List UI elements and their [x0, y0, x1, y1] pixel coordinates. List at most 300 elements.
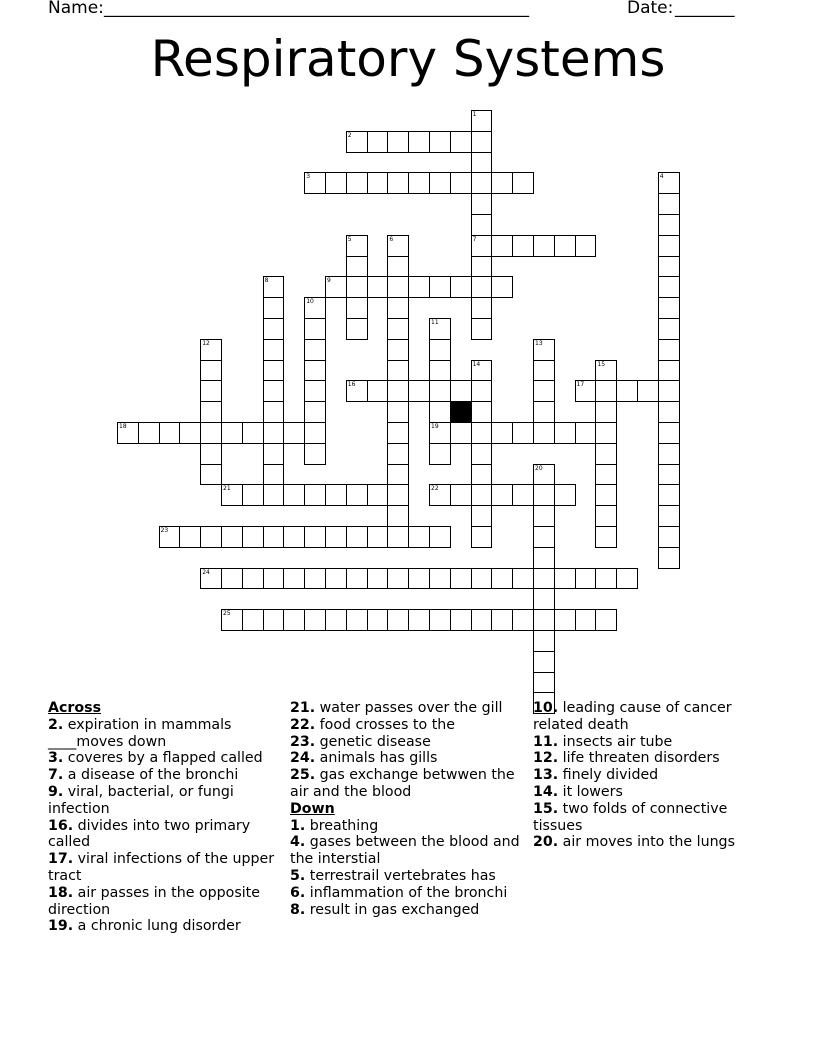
- clue-item-text: expiration in mammals ____moves down: [48, 716, 232, 750]
- crossword-cell[interactable]: [263, 526, 285, 548]
- crossword-cell[interactable]: [595, 609, 617, 631]
- crossword-cell[interactable]: [554, 235, 576, 257]
- crossword-cell[interactable]: [263, 609, 285, 631]
- crossword-cell[interactable]: [263, 360, 285, 382]
- crossword-cell[interactable]: [387, 505, 409, 527]
- crossword-cell[interactable]: [429, 172, 451, 194]
- crossword-cell[interactable]: [533, 235, 555, 257]
- crossword-cell[interactable]: [471, 526, 493, 548]
- crossword-cell[interactable]: [242, 484, 264, 506]
- clue-item-number: 22.: [290, 716, 316, 733]
- crossword-cell[interactable]: [471, 214, 493, 236]
- crossword-cell[interactable]: [533, 380, 555, 402]
- crossword-cell[interactable]: [346, 297, 368, 319]
- clue-number: 11: [431, 319, 439, 326]
- crossword-cell[interactable]: [429, 131, 451, 153]
- clue-item-number: 23.: [290, 733, 316, 750]
- crossword-cell[interactable]: [408, 380, 430, 402]
- crossword-cell[interactable]: [471, 276, 493, 298]
- crossword-cell[interactable]: [429, 401, 451, 423]
- clue-number: 15: [597, 360, 606, 368]
- crossword-cell[interactable]: [387, 131, 409, 153]
- clue-item-text: genetic disease: [315, 733, 431, 750]
- across-clue-list-continued: [290, 700, 525, 801]
- clue-item: [290, 818, 525, 835]
- crossword-cell[interactable]: [263, 568, 285, 590]
- clue-item-text: animals has gills: [315, 750, 438, 767]
- crossword-cell[interactable]: [387, 318, 409, 340]
- crossword-cell[interactable]: [200, 422, 222, 444]
- crossword-cell[interactable]: [179, 526, 201, 548]
- crossword-cell[interactable]: [450, 422, 472, 444]
- crossword-cell[interactable]: [221, 484, 243, 506]
- crossword-cell[interactable]: [242, 526, 264, 548]
- crossword-cell[interactable]: [387, 464, 409, 486]
- crossword-cell[interactable]: [658, 401, 680, 423]
- clue-number: 25: [223, 610, 231, 618]
- crossword-cell[interactable]: [325, 172, 347, 194]
- clue-item-text: a disease of the bronchi: [63, 767, 239, 784]
- crossword-cell[interactable]: [450, 568, 472, 590]
- clue-item-text: food crosses to the: [315, 716, 455, 733]
- crossword-cell[interactable]: [263, 297, 285, 319]
- crossword-cell[interactable]: [304, 568, 326, 590]
- crossword-cell[interactable]: [533, 547, 555, 569]
- crossword-cell[interactable]: [200, 401, 222, 423]
- crossword-cell[interactable]: [159, 422, 181, 444]
- crossword-cell[interactable]: [658, 484, 680, 506]
- crossword-cell[interactable]: [283, 568, 305, 590]
- clue-item: [533, 750, 773, 767]
- clue-item: [290, 885, 525, 902]
- crossword-cell[interactable]: [159, 526, 181, 548]
- clue-item-number: 21.: [290, 700, 316, 716]
- crossword-cell[interactable]: [471, 609, 493, 631]
- crossword-cell[interactable]: [471, 235, 493, 257]
- crossword-cell[interactable]: [616, 380, 638, 402]
- crossword-cell[interactable]: [595, 505, 617, 527]
- crossword-cell[interactable]: [408, 131, 430, 153]
- crossword-cell[interactable]: [658, 214, 680, 236]
- crossword-cell[interactable]: [658, 464, 680, 486]
- crossword-cell[interactable]: [200, 526, 222, 548]
- crossword-cell[interactable]: [263, 464, 285, 486]
- clue-number: 13: [535, 339, 543, 347]
- crossword-cell[interactable]: [387, 172, 409, 194]
- crossword-cell[interactable]: [658, 547, 680, 569]
- crossword-cell[interactable]: [346, 276, 368, 298]
- clue-item-number: 6.: [290, 884, 306, 901]
- crossword-cell[interactable]: [367, 131, 389, 153]
- crossword-cell[interactable]: [200, 360, 222, 382]
- clue-item-text: insects air tube: [558, 733, 673, 750]
- clue-number: 19: [431, 423, 439, 430]
- clue-item: [290, 767, 525, 801]
- crossword-cell[interactable]: [325, 568, 347, 590]
- clue-item-number: 17.: [48, 851, 74, 868]
- crossword-cell[interactable]: [450, 131, 472, 153]
- crossword-cell[interactable]: [429, 380, 451, 402]
- crossword-cell[interactable]: [221, 568, 243, 590]
- crossword-cell[interactable]: [346, 568, 368, 590]
- crossword-cell[interactable]: [491, 422, 513, 444]
- clue-item-text: finely divided: [558, 767, 659, 784]
- crossword-cell[interactable]: [429, 484, 451, 506]
- crossword-cell[interactable]: [263, 339, 285, 361]
- crossword-cell[interactable]: [471, 360, 493, 382]
- crossword-cell[interactable]: [595, 443, 617, 465]
- clue-item-number: 20.: [533, 834, 559, 851]
- crossword-cell[interactable]: [471, 297, 493, 319]
- crossword-cell[interactable]: [304, 401, 326, 423]
- crossword-cell[interactable]: [491, 276, 513, 298]
- crossword-cell[interactable]: [367, 172, 389, 194]
- clue-column-2: [290, 700, 525, 918]
- clue-item-number: 9.: [48, 783, 64, 800]
- crossword-cell[interactable]: [429, 526, 451, 548]
- crossword-cell[interactable]: [533, 630, 555, 652]
- crossword-cell[interactable]: [346, 318, 368, 340]
- crossword-cell[interactable]: [450, 172, 472, 194]
- name-line[interactable]: __________________________________________________: [104, 0, 529, 18]
- crossword-cell[interactable]: [304, 318, 326, 340]
- crossword-cell[interactable]: [387, 568, 409, 590]
- crossword-cell[interactable]: [367, 526, 389, 548]
- crossword-cell[interactable]: [471, 443, 493, 465]
- crossword-cell[interactable]: [408, 568, 430, 590]
- crossword-cell[interactable]: [471, 568, 493, 590]
- clue-item-number: 3.: [48, 750, 64, 767]
- crossword-cell[interactable]: [471, 172, 493, 194]
- clue-number: 6: [389, 235, 394, 243]
- clue-item-number: 18.: [48, 884, 74, 901]
- crossword-cell[interactable]: [471, 401, 493, 423]
- crossword-cell[interactable]: [595, 526, 617, 548]
- crossword-cell[interactable]: [263, 380, 285, 402]
- crossword-cell[interactable]: [471, 422, 493, 444]
- crossword-cell[interactable]: [533, 339, 555, 361]
- crossword-cell[interactable]: [429, 443, 451, 465]
- crossword-cell[interactable]: [263, 422, 285, 444]
- crossword-cell[interactable]: [346, 256, 368, 278]
- crossword-cell[interactable]: [387, 401, 409, 423]
- crossword-cell[interactable]: [283, 609, 305, 631]
- crossword-cell[interactable]: [595, 568, 617, 590]
- clue-item-number: 19.: [48, 918, 74, 935]
- crossword-cell[interactable]: [242, 609, 264, 631]
- clue-number: 24: [202, 568, 210, 576]
- clue-item-text: coveres by a flapped called: [63, 750, 263, 767]
- crossword-cell[interactable]: [346, 380, 368, 402]
- crossword-cell[interactable]: [471, 380, 493, 402]
- crossword-cell[interactable]: [429, 318, 451, 340]
- crossword-cell[interactable]: [533, 464, 555, 486]
- crossword-cell[interactable]: [304, 360, 326, 382]
- crossword-cell[interactable]: [595, 422, 617, 444]
- crossword-cell[interactable]: [325, 609, 347, 631]
- clue-item: [48, 717, 280, 751]
- crossword-cell[interactable]: [637, 380, 659, 402]
- crossword-cell[interactable]: [658, 318, 680, 340]
- clue-number: 2: [347, 131, 352, 139]
- crossword-cell[interactable]: [387, 422, 409, 444]
- date-label: Date:: [627, 0, 674, 18]
- crossword-cell[interactable]: [595, 401, 617, 423]
- clue-item-text: gas exchange betwwen the air and the blood: [290, 767, 515, 800]
- crossword-cell[interactable]: [471, 464, 493, 486]
- crossword-cell[interactable]: [221, 526, 243, 548]
- clue-item-number: 11.: [533, 733, 559, 750]
- crossword-cell[interactable]: [554, 422, 576, 444]
- crossword-cell[interactable]: [658, 193, 680, 215]
- clue-number: 4: [659, 173, 664, 181]
- crossword-cell[interactable]: [387, 380, 409, 402]
- crossword-cell[interactable]: [533, 672, 555, 694]
- crossword-cell[interactable]: [387, 526, 409, 548]
- crossword-cell[interactable]: [346, 526, 368, 548]
- crossword-cell[interactable]: [450, 609, 472, 631]
- crossword-cell[interactable]: [512, 172, 534, 194]
- crossword-cell[interactable]: [387, 609, 409, 631]
- crossword-cell[interactable]: [658, 276, 680, 298]
- crossword-cell[interactable]: [304, 380, 326, 402]
- crossword-cell[interactable]: [304, 422, 326, 444]
- crossword-cell[interactable]: [387, 276, 409, 298]
- crossword-cell[interactable]: [304, 443, 326, 465]
- crossword-cell[interactable]: [658, 235, 680, 257]
- crossword-cell[interactable]: [387, 256, 409, 278]
- crossword-cell[interactable]: [658, 505, 680, 527]
- crossword-cell[interactable]: [533, 484, 555, 506]
- clue-item: [290, 717, 525, 734]
- crossword-cell[interactable]: [616, 568, 638, 590]
- crossword-cell[interactable]: [658, 297, 680, 319]
- crossword-cell[interactable]: [179, 422, 201, 444]
- clue-item-text: inflammation of the bronchi: [305, 884, 508, 901]
- crossword-cell[interactable]: [595, 484, 617, 506]
- crossword-cell[interactable]: [117, 422, 139, 444]
- clue-item: [533, 700, 773, 734]
- crossword-cell[interactable]: [263, 484, 285, 506]
- crossword-cell[interactable]: [533, 360, 555, 382]
- clue-number: 20: [535, 464, 543, 472]
- crossword-cell[interactable]: [575, 609, 597, 631]
- crossword-cell[interactable]: [325, 276, 347, 298]
- clue-item-number: 2.: [48, 716, 64, 733]
- crossword-cell[interactable]: [512, 568, 534, 590]
- crossword-cell[interactable]: [554, 484, 576, 506]
- crossword-cell[interactable]: [533, 588, 555, 610]
- crossword-cell[interactable]: [387, 484, 409, 506]
- clue-item: [533, 834, 773, 851]
- crossword-cell[interactable]: [491, 568, 513, 590]
- crossword-cell[interactable]: [304, 484, 326, 506]
- crossword-cell[interactable]: [387, 360, 409, 382]
- crossword-cell[interactable]: [471, 505, 493, 527]
- name-label: Name:: [48, 0, 104, 18]
- clue-item: [48, 851, 280, 885]
- clue-item: [290, 734, 525, 751]
- crossword-cell[interactable]: [658, 360, 680, 382]
- crossword-cell[interactable]: [346, 484, 368, 506]
- clue-item-text: divides into two primary called: [48, 817, 251, 851]
- crossword-cell[interactable]: [367, 568, 389, 590]
- crossword-cell[interactable]: [595, 380, 617, 402]
- crossword-cell[interactable]: [325, 526, 347, 548]
- crossword-cell[interactable]: [221, 422, 243, 444]
- crossword-cell[interactable]: [283, 526, 305, 548]
- crossword-cell[interactable]: [491, 172, 513, 194]
- crossword-cell[interactable]: [429, 360, 451, 382]
- crossword-cell[interactable]: [450, 276, 472, 298]
- crossword-cell[interactable]: [346, 172, 368, 194]
- crossword-cell[interactable]: [263, 443, 285, 465]
- clue-item-number: 24.: [290, 750, 316, 767]
- crossword-cell[interactable]: [367, 609, 389, 631]
- crossword-cell[interactable]: [512, 484, 534, 506]
- crossword-cell[interactable]: [533, 609, 555, 631]
- crossword-cell[interactable]: [429, 568, 451, 590]
- crossword-cell[interactable]: [658, 256, 680, 278]
- crossword-cell[interactable]: [325, 484, 347, 506]
- clue-number: 18: [119, 423, 127, 430]
- clue-number: 1: [472, 111, 477, 118]
- crossword-cell[interactable]: [471, 256, 493, 278]
- clue-item-text: viral, bacterial, or fungi infection: [48, 783, 234, 817]
- clue-number: 10: [306, 298, 314, 306]
- crossword-cell[interactable]: [200, 568, 222, 590]
- crossword-cell[interactable]: [575, 422, 597, 444]
- crossword-cell[interactable]: [533, 526, 555, 548]
- crossword-cell[interactable]: [512, 422, 534, 444]
- crossword-cell[interactable]: [533, 401, 555, 423]
- crossword-cell[interactable]: [471, 131, 493, 153]
- crossword-cell[interactable]: [575, 568, 597, 590]
- crossword-cell[interactable]: [450, 380, 472, 402]
- crossword-cell[interactable]: [242, 422, 264, 444]
- clue-number: 7: [472, 235, 477, 243]
- crossword-cell[interactable]: [491, 609, 513, 631]
- clue-item: [290, 750, 525, 767]
- date-line[interactable]: _______: [675, 0, 735, 18]
- crossword-cell[interactable]: [429, 339, 451, 361]
- crossword-cell[interactable]: [658, 339, 680, 361]
- crossword-cell[interactable]: [595, 360, 617, 382]
- clue-item-number: 15.: [533, 800, 559, 817]
- clue-item-text: leading cause of cancer related death: [533, 700, 732, 733]
- clue-item-text: water passes over the gill: [315, 700, 503, 716]
- crossword-cell[interactable]: [346, 131, 368, 153]
- crossword-cell[interactable]: [221, 609, 243, 631]
- crossword-cell[interactable]: [304, 339, 326, 361]
- crossword-cell[interactable]: [283, 484, 305, 506]
- crossword-cell[interactable]: [512, 609, 534, 631]
- crossword-cell[interactable]: [429, 276, 451, 298]
- crossword-cell[interactable]: [200, 443, 222, 465]
- crossword-cell[interactable]: [471, 318, 493, 340]
- crossword-cell[interactable]: [533, 422, 555, 444]
- crossword-cell[interactable]: [658, 422, 680, 444]
- crossword-cell[interactable]: [263, 401, 285, 423]
- crossword-cell[interactable]: [304, 172, 326, 194]
- crossword-cell[interactable]: [346, 235, 368, 257]
- crossword-cell[interactable]: [533, 568, 555, 590]
- crossword-cell[interactable]: [471, 193, 493, 215]
- crossword-cell[interactable]: [387, 297, 409, 319]
- clue-item-text: breathing: [305, 817, 379, 834]
- clue-item: [48, 750, 280, 767]
- clue-item: [48, 918, 280, 935]
- clue-item-text: viral infections of the upper tract: [48, 851, 275, 884]
- across-heading: Across: [48, 700, 102, 716]
- crossword-cell[interactable]: [491, 235, 513, 257]
- crossword-cell[interactable]: [304, 526, 326, 548]
- crossword-cell[interactable]: [408, 172, 430, 194]
- clue-item-text: two folds of connective tissues: [533, 800, 728, 834]
- crossword-cell[interactable]: [304, 609, 326, 631]
- crossword-cell[interactable]: [471, 484, 493, 506]
- crossword-cell[interactable]: [242, 568, 264, 590]
- crossword-cell[interactable]: [263, 318, 285, 340]
- crossword-cell[interactable]: [138, 422, 160, 444]
- crossword-cell[interactable]: [408, 526, 430, 548]
- crossword-cell[interactable]: [408, 276, 430, 298]
- crossword-cell[interactable]: [263, 276, 285, 298]
- crossword-cell[interactable]: [575, 380, 597, 402]
- crossword-cell[interactable]: [491, 484, 513, 506]
- clue-item-text: terrestrail vertebrates has: [305, 867, 496, 884]
- crossword-cell[interactable]: [658, 172, 680, 194]
- clue-item-number: 8.: [290, 901, 306, 918]
- crossword-cell[interactable]: [533, 505, 555, 527]
- crossword-cell[interactable]: [429, 422, 451, 444]
- crossword-cell[interactable]: [658, 380, 680, 402]
- clue-item: [48, 818, 280, 852]
- crossword-cell[interactable]: [200, 464, 222, 486]
- crossword-cell[interactable]: [471, 110, 493, 132]
- clue-item-number: 25.: [290, 767, 316, 784]
- crossword-cell[interactable]: [367, 380, 389, 402]
- crossword-cell[interactable]: [471, 152, 493, 174]
- crossword-cell[interactable]: [533, 651, 555, 673]
- crossword-cell[interactable]: [367, 484, 389, 506]
- across-clue-list: [48, 717, 280, 935]
- crossword-cell[interactable]: [304, 297, 326, 319]
- crossword-cell[interactable]: [512, 235, 534, 257]
- crossword-cell[interactable]: [283, 422, 305, 444]
- crossword-cell[interactable]: [450, 484, 472, 506]
- crossword-cell[interactable]: [595, 464, 617, 486]
- crossword-cell[interactable]: [346, 609, 368, 631]
- clue-item-number: 4.: [290, 834, 306, 851]
- clue-item-number: 7.: [48, 767, 64, 784]
- crossword-cell[interactable]: [367, 276, 389, 298]
- crossword-cell[interactable]: [408, 609, 430, 631]
- crossword-cell[interactable]: [658, 526, 680, 548]
- clue-item-text: it lowers: [558, 783, 623, 800]
- crossword-cell[interactable]: [554, 609, 576, 631]
- crossword-cell[interactable]: [429, 609, 451, 631]
- crossword-cell[interactable]: [658, 443, 680, 465]
- crossword-cell[interactable]: [200, 339, 222, 361]
- crossword-cell[interactable]: [387, 443, 409, 465]
- crossword-cell[interactable]: [387, 235, 409, 257]
- crossword-cell[interactable]: [575, 235, 597, 257]
- crossword-cell[interactable]: [200, 380, 222, 402]
- crossword-cell[interactable]: [387, 339, 409, 361]
- clue-number: 16: [347, 381, 356, 389]
- crossword-cell[interactable]: [554, 568, 576, 590]
